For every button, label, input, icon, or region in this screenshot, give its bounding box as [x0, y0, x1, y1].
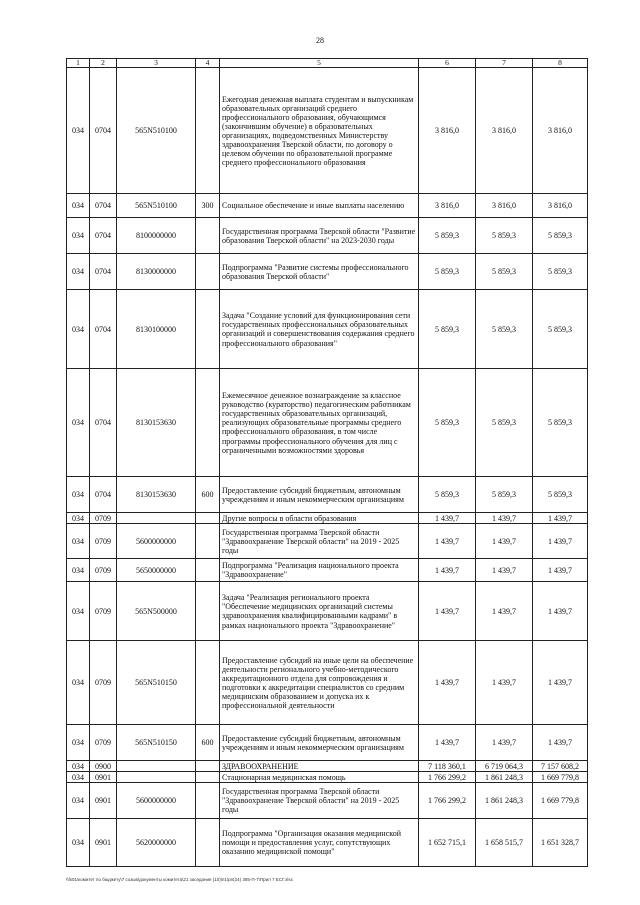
amount-cell: 1 669 779,8: [533, 783, 588, 819]
section-code-cell: 0704: [90, 369, 117, 477]
description-cell: Подпрограмма "Развитие системы профессионального образования Тверской области": [220, 254, 419, 290]
table-row: [67, 194, 588, 218]
amount-cell: 5 859,3: [419, 218, 476, 254]
table-row: [67, 477, 588, 513]
table-row: [67, 290, 588, 369]
target-article-cell: 8130153630: [117, 369, 196, 477]
expense-type-cell: [196, 524, 220, 559]
target-article-cell: 5620000000: [117, 819, 196, 867]
amount-cell: 7 118 360,1: [419, 761, 476, 772]
expense-type-cell: [196, 369, 220, 477]
description-cell: Государственная программа Тверской области "Здравоохранение Тверской области" на 2019 - 2025 годы: [220, 524, 419, 559]
amount-cell: 1 439,7: [533, 513, 588, 524]
target-article-cell: 5600000000: [117, 783, 196, 819]
column-header: 4: [196, 59, 220, 68]
section-code-cell: 0900: [90, 761, 117, 772]
section-code-cell: 0704: [90, 194, 117, 218]
table-row: [67, 725, 588, 761]
amount-cell: 5 859,3: [476, 477, 533, 513]
target-article-cell: 5650000000: [117, 559, 196, 582]
admin-code-cell: 034: [67, 819, 90, 867]
amount-cell: 1 439,7: [419, 641, 476, 725]
table-row: [67, 524, 588, 559]
table-row: [67, 559, 588, 582]
amount-cell: 1 861 248,3: [476, 783, 533, 819]
target-article-cell: 8130153630: [117, 477, 196, 513]
expense-type-cell: [196, 559, 220, 582]
table-row: [67, 772, 588, 783]
target-article-cell: 8130100000: [117, 290, 196, 369]
expense-type-cell: [196, 513, 220, 524]
table-row: [67, 513, 588, 524]
section-code-cell: 0709: [90, 524, 117, 559]
description-cell: ЗДРАВООХРАНЕНИЕ: [220, 761, 419, 772]
admin-code-cell: 034: [67, 582, 90, 641]
amount-cell: 1 439,7: [533, 582, 588, 641]
admin-code-cell: 034: [67, 641, 90, 725]
admin-code-cell: 034: [67, 725, 90, 761]
expense-type-cell: [196, 641, 220, 725]
description-cell: Государственная программа Тверской области "Здравоохранение Тверской области" на 2019 - 2025 годы: [220, 783, 419, 819]
description-cell: Ежемесячное денежное вознаграждение за классное руководство (кураторство) педагогическим работникам государственных образовательных организаций, реализующих образовательные программы среднего профессионального образования, в том числе программы профессионального обучения для лиц с ограниченными возможностями здоровья: [220, 369, 419, 477]
expense-type-cell: [196, 819, 220, 867]
expense-type-cell: 600: [196, 477, 220, 513]
section-code-cell: 0709: [90, 559, 117, 582]
admin-code-cell: 034: [67, 524, 90, 559]
table-row: [67, 254, 588, 290]
target-article-cell: [117, 761, 196, 772]
section-code-cell: 0709: [90, 582, 117, 641]
description-cell: Ежегодная денежная выплата студентам и выпускникам образовательных организаций среднего профессионального образования, обучающимся (закончившим обучение) в образовательных организациях, подведомственных Министерству здравоохранения Тверской области, по договору о целевом обучении по образовательной программе среднего профессионального образования: [220, 68, 419, 194]
column-header: 7: [476, 59, 533, 68]
amount-cell: 5 859,3: [476, 254, 533, 290]
target-article-cell: 5600000000: [117, 524, 196, 559]
column-header: 6: [419, 59, 476, 68]
expense-type-cell: [196, 290, 220, 369]
table-row: [67, 218, 588, 254]
amount-cell: 1 439,7: [476, 559, 533, 582]
admin-code-cell: 034: [67, 68, 90, 194]
amount-cell: 5 859,3: [533, 369, 588, 477]
amount-cell: 5 859,3: [533, 290, 588, 369]
file-path-footer: \\fs01\комитет по бюджету\7 созыв\документы комитета\21 заседание (10)\п1\рп(24) 385-П-7\Прил 7 ЕСГ.xlsx: [66, 877, 293, 882]
section-code-cell: 0901: [90, 772, 117, 783]
amount-cell: 1 439,7: [533, 641, 588, 725]
target-article-cell: 565N500000: [117, 582, 196, 641]
amount-cell: 1 439,7: [533, 524, 588, 559]
amount-cell: 1 652 715,1: [419, 819, 476, 867]
column-header: 2: [90, 59, 117, 68]
expense-type-cell: [196, 772, 220, 783]
description-cell: Подпрограмма "Реализация национального проекта "Здравоохранение": [220, 559, 419, 582]
table-row: [67, 761, 588, 772]
admin-code-cell: 034: [67, 783, 90, 819]
admin-code-cell: 034: [67, 218, 90, 254]
amount-cell: 1 669 779,8: [533, 772, 588, 783]
description-cell: Другие вопросы в области образования: [220, 513, 419, 524]
amount-cell: 3 816,0: [419, 68, 476, 194]
expense-type-cell: 600: [196, 725, 220, 761]
expense-type-cell: [196, 761, 220, 772]
target-article-cell: 8130000000: [117, 254, 196, 290]
section-code-cell: 0704: [90, 68, 117, 194]
section-code-cell: 0901: [90, 783, 117, 819]
amount-cell: 5 859,3: [476, 290, 533, 369]
amount-cell: 1 651 328,7: [533, 819, 588, 867]
amount-cell: 1 439,7: [476, 725, 533, 761]
admin-code-cell: 034: [67, 477, 90, 513]
amount-cell: 1 439,7: [419, 559, 476, 582]
column-header: 1: [67, 59, 90, 68]
target-article-cell: 8100000000: [117, 218, 196, 254]
expense-type-cell: [196, 582, 220, 641]
amount-cell: 5 859,3: [419, 290, 476, 369]
expense-type-cell: [196, 254, 220, 290]
section-code-cell: 0704: [90, 218, 117, 254]
amount-cell: 1 439,7: [533, 725, 588, 761]
description-cell: Стационарная медицинская помощь: [220, 772, 419, 783]
amount-cell: 5 859,3: [533, 477, 588, 513]
section-code-cell: 0901: [90, 819, 117, 867]
description-cell: Социальное обеспечение и иные выплаты населению: [220, 194, 419, 218]
description-cell: Задача "Создание условий для функционирования сети государственных профессиональных образовательных организаций и совершенствования содержания среднего профессионального образования": [220, 290, 419, 369]
amount-cell: 3 816,0: [476, 68, 533, 194]
target-article-cell: 565N510150: [117, 725, 196, 761]
table-row: [67, 819, 588, 867]
expense-type-cell: 300: [196, 194, 220, 218]
admin-code-cell: 034: [67, 290, 90, 369]
amount-cell: 1 766 299,2: [419, 783, 476, 819]
admin-code-cell: 034: [67, 513, 90, 524]
expense-type-cell: [196, 68, 220, 194]
page-number: 28: [316, 36, 324, 45]
target-article-cell: 565N510100: [117, 194, 196, 218]
admin-code-cell: 034: [67, 369, 90, 477]
amount-cell: 7 157 608,2: [533, 761, 588, 772]
expense-type-cell: [196, 783, 220, 819]
amount-cell: 3 816,0: [476, 194, 533, 218]
amount-cell: 6 719 064,3: [476, 761, 533, 772]
table-header-row: [67, 59, 588, 68]
admin-code-cell: 034: [67, 559, 90, 582]
description-cell: Предоставление субсидий бюджетным, автономным учреждениям и иным некоммерческим организациям: [220, 477, 419, 513]
target-article-cell: [117, 513, 196, 524]
section-code-cell: 0709: [90, 725, 117, 761]
amount-cell: 3 816,0: [533, 194, 588, 218]
amount-cell: 1 439,7: [419, 725, 476, 761]
column-header: 8: [533, 59, 588, 68]
amount-cell: 1 439,7: [476, 582, 533, 641]
target-article-cell: [117, 772, 196, 783]
table-row: [67, 68, 588, 194]
section-code-cell: 0704: [90, 290, 117, 369]
amount-cell: 1 439,7: [476, 513, 533, 524]
amount-cell: 1 439,7: [419, 524, 476, 559]
amount-cell: 5 859,3: [476, 369, 533, 477]
table-row: [67, 641, 588, 725]
table-row: [67, 582, 588, 641]
description-cell: Предоставление субсидий бюджетным, автономным учреждениям и иным некоммерческим организациям: [220, 725, 419, 761]
amount-cell: 1 439,7: [476, 524, 533, 559]
admin-code-cell: 034: [67, 772, 90, 783]
table-row: [67, 369, 588, 477]
column-header: 3: [117, 59, 196, 68]
expense-type-cell: [196, 218, 220, 254]
target-article-cell: 565N510100: [117, 68, 196, 194]
amount-cell: 1 861 248,3: [476, 772, 533, 783]
amount-cell: 1 439,7: [419, 513, 476, 524]
admin-code-cell: 034: [67, 254, 90, 290]
description-cell: Подпрограмма "Организация оказания медицинской помощи и предоставления услуг, сопутствующих оказанию медицинской помощи": [220, 819, 419, 867]
amount-cell: 3 816,0: [533, 68, 588, 194]
description-cell: Государственная программа Тверской области "Развитие образования Тверской области" на 2023-2030 годы: [220, 218, 419, 254]
table-row: [67, 783, 588, 819]
amount-cell: 5 859,3: [476, 218, 533, 254]
amount-cell: 1 658 515,7: [476, 819, 533, 867]
budget-table: [66, 58, 588, 867]
amount-cell: 5 859,3: [419, 369, 476, 477]
column-header: 5: [220, 59, 419, 68]
amount-cell: 3 816,0: [419, 194, 476, 218]
section-code-cell: 0709: [90, 641, 117, 725]
amount-cell: 5 859,3: [419, 477, 476, 513]
amount-cell: 5 859,3: [419, 254, 476, 290]
description-cell: Предоставление субсидий на иные цели на обеспечение деятельности регионального учебно-методического аккредитационного отдела для сопровождения и подготовки к аккредитации специалистов со средним медицинским образованием и допуска их к профессиональной деятельности: [220, 641, 419, 725]
admin-code-cell: 034: [67, 761, 90, 772]
target-article-cell: 565N510150: [117, 641, 196, 725]
amount-cell: 1 439,7: [419, 582, 476, 641]
amount-cell: 1 766 299,2: [419, 772, 476, 783]
amount-cell: 1 439,7: [476, 641, 533, 725]
section-code-cell: 0704: [90, 477, 117, 513]
section-code-cell: 0704: [90, 254, 117, 290]
amount-cell: 5 859,3: [533, 218, 588, 254]
amount-cell: 5 859,3: [533, 254, 588, 290]
description-cell: Задача "Реализация регионального проекта "Обеспечение медицинских организаций системы здравоохранения квалифицированными кадрами" в рамках национального проекта "Здравоохранение": [220, 582, 419, 641]
admin-code-cell: 034: [67, 194, 90, 218]
amount-cell: 1 439,7: [533, 559, 588, 582]
section-code-cell: 0709: [90, 513, 117, 524]
